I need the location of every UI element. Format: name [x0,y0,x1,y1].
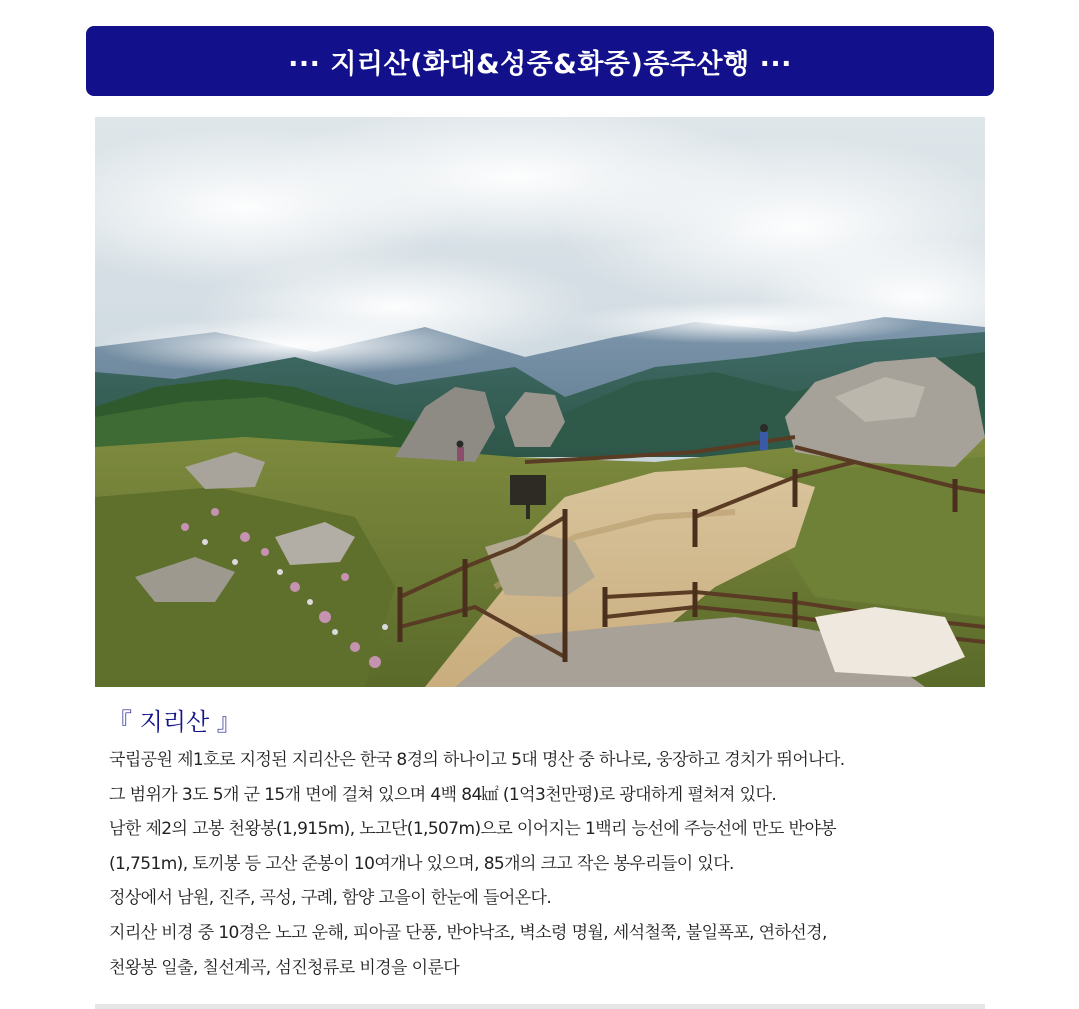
description-line: (1,751m), 토끼봉 등 고산 준봉이 10여개나 있으며, 85개의 크고 작은 봉우리들이 있다. [109,853,734,874]
description-line: 그 범위가 3도 5개 군 15개 면에 걸쳐 있으며 4백 84㎢ (1억3천만평)로 광대하게 펼쳐져 있다. [109,784,777,805]
description-line: 정상에서 남원, 진주, 곡성, 구례, 함양 고을이 한눈에 들어온다. [109,888,552,909]
bottom-divider [95,1004,985,1009]
description-line: 지리산 비경 중 10경은 노고 운해, 피아골 단풍, 반야낙조, 벽소령 명월, 세석철쭉, 불일폭포, 연하선경, [109,922,827,943]
section-heading: 『 지리산 』 [108,708,241,736]
page-title: ··· 지리산(화대&성중&화중)종주산행 ··· [288,48,792,80]
mountain-landscape-photo [95,117,985,687]
description-line: 남한 제2의 고봉 천왕봉(1,915m), 노고단(1,507m)으로 이어지는 1백리 능선에 주능선에 만도 반야봉 [109,819,836,840]
title-banner [86,26,994,96]
description-line: 천왕봉 일출, 칠선계곡, 섬진청류로 비경을 이룬다 [109,957,460,978]
description-text [109,743,989,985]
description-line: 국립공원 제1호로 지정된 지리산은 한국 8경의 하나이고 5대 명산 중 하나로, 웅장하고 경치가 뛰어나다. [109,750,845,770]
